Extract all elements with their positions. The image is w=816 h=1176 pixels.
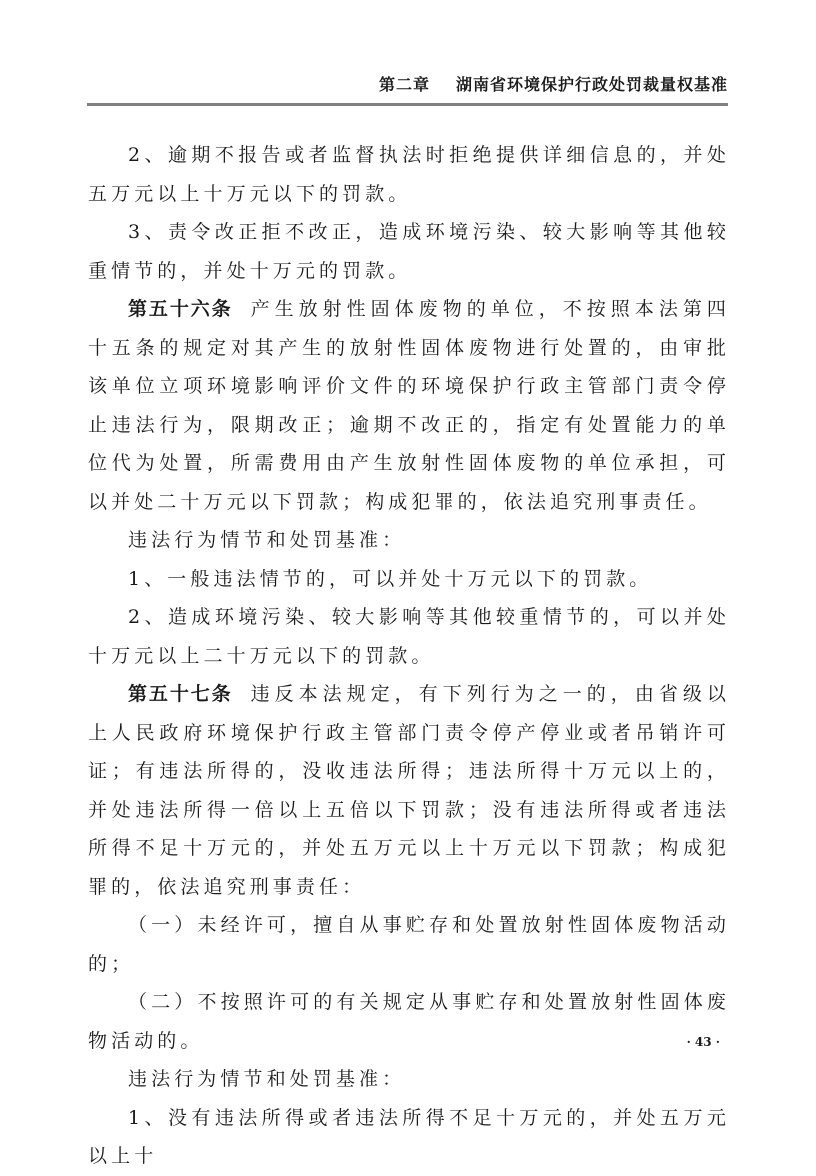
paragraph xyxy=(88,906,730,983)
paragraph-text: 2、逾期不报告或者监督执法时拒绝提供详细信息的，并处五万元以上十万元以下的罚款。 xyxy=(88,144,730,205)
article-number: 第五十七条 xyxy=(128,683,233,705)
header-rule xyxy=(87,103,728,106)
article-paragraph xyxy=(88,675,730,906)
paragraph xyxy=(88,521,730,560)
paragraph-text: 1、没有违法所得或者违法所得不足十万元的，并处五万元以上十 xyxy=(88,1106,730,1167)
paragraph-text: 违法行为情节和处罚基准： xyxy=(128,1068,406,1090)
paragraph-text: （二）不按照许可的有关规定从事贮存和处置放射性固体废物活动的。 xyxy=(88,991,730,1052)
paragraph xyxy=(88,1099,730,1176)
paragraph xyxy=(88,213,730,290)
paragraph-text: 违反本法规定，有下列行为之一的，由省级以上人民政府环境保护行政主管部门责令停产停业或者吊销许可证；有违法所得的，没收违法所得；违法所得十万元以上的，并处违法所得一倍以上五倍以下罚款；没有违法所得或者违法所得不足十万元的，并处五万元以上十万元以下罚款；构成犯罪的，依法追究刑事责任： xyxy=(88,683,730,898)
paragraph-text: 1、一般违法情节的，可以并处十万元以下的罚款。 xyxy=(128,567,653,590)
paragraph xyxy=(88,560,730,599)
chapter-label: 第二章 xyxy=(378,75,430,94)
paragraph-text: 3、责令改正拒不改正，造成环境污染、较大影响等其他较重情节的，并处十万元的罚款。 xyxy=(88,221,730,282)
paragraph-text: （一）未经许可，擅自从事贮存和处置放射性固体废物活动的； xyxy=(88,914,730,975)
chapter-title: 湖南省环境保护行政处罚裁量权基准 xyxy=(455,75,728,94)
paragraph xyxy=(88,136,730,213)
paragraph xyxy=(88,598,730,675)
paragraph-text: 2、造成环境污染、较大影响等其他较重情节的，可以并处十万元以上二十万元以下的罚款。 xyxy=(88,606,730,667)
running-header xyxy=(87,72,728,96)
article-number: 第五十六条 xyxy=(128,298,233,320)
paragraph-text: 违法行为情节和处罚基准： xyxy=(128,529,406,551)
body-text xyxy=(88,136,730,1176)
paragraph-text: 产生放射性固体废物的单位，不按照本法第四十五条的规定对其产生的放射性固体废物进行处置的，由审批该单位立项环境影响评价文件的环境保护行政主管部门责令停止违法行为，限期改正；逾期不改正的，指定有处置能力的单位代为处置，所需费用由产生放射性固体废物的单位承担，可以并处二十万元以下罚款；构成犯罪的，依法追究刑事责任。 xyxy=(88,298,730,513)
article-paragraph xyxy=(88,290,730,521)
paragraph xyxy=(88,1060,730,1099)
page-number: · 43 · xyxy=(686,1035,720,1049)
paragraph xyxy=(88,983,730,1060)
